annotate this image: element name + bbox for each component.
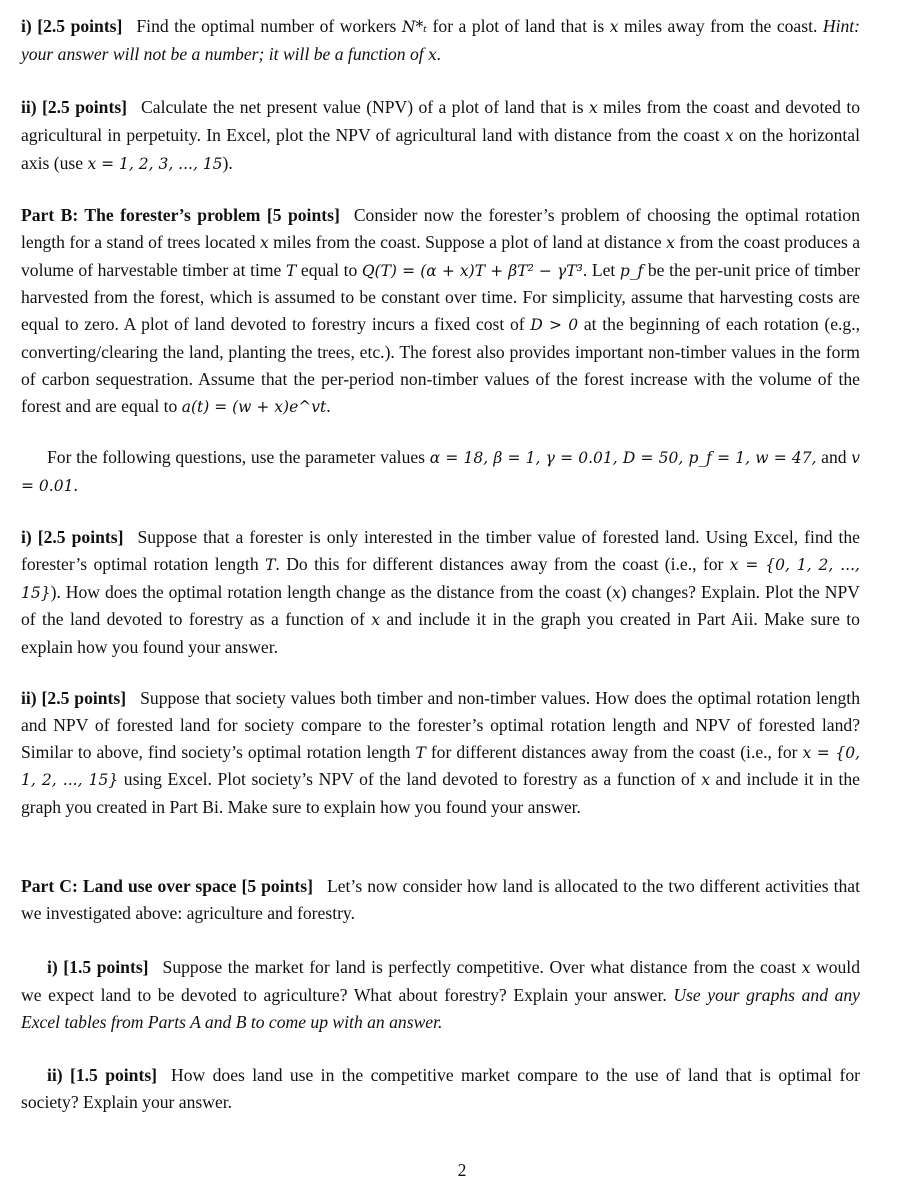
body-text: Suppose that society values both timber and non-timber values. How does the optimal rotation length and NPV of forested land for society compare to the forester’s optimal rotation length and NPV of forested land? Similar to above, find society’s optimal rotation length — [21, 688, 860, 762]
math-expression: x — [609, 18, 619, 36]
body-text: be the per-unit price of timber harvested from the forest, which is assumed to be constant over time. For simplicity, assume that harvesting costs are equal to zero. A plot of land devoted to forestry incurs a fixed cost of — [21, 259, 861, 335]
math-expression: T — [415, 743, 426, 762]
math-expression: x — [701, 771, 710, 790]
body-text: and include it in the graph you created in Part Bi. Make sure to explain how you found your answer. — [21, 769, 860, 818]
section-heading: Part C: Land use over space [5 points] — [21, 876, 313, 896]
math-expression: v = 0.01 — [21, 449, 860, 495]
body-text: equal to — [296, 259, 362, 280]
body-text: . Do this for different distances away from the coast (i.e., for — [275, 553, 730, 574]
math-expression: x — [371, 611, 381, 630]
math-expression: N*ₜ — [401, 18, 428, 36]
math-expression: T — [265, 555, 276, 574]
body-text: at the beginning of each rotation (e.g., converting/clearing the land, planting the trees, etc.). The forest also provides important non-timber values in the form of carbon sequestration. Assume that the per-period non-timber values of the forest increase with the volume of the forest and are equal to — [21, 314, 861, 416]
math-expression: x = 1, 2, 3, ..., 15 — [87, 154, 223, 173]
section-heading: ii) [2.5 points] — [21, 688, 127, 708]
body-text: ) changes? Explain. Plot the NPV of the land devoted to forestry as a function of — [21, 581, 860, 630]
paragraph-part-c — [21, 873, 860, 927]
section-heading: i) [2.5 points] — [21, 16, 123, 36]
body-text: For the following questions, use the parameter values — [47, 447, 430, 467]
section-heading: ii) [1.5 points] — [47, 1065, 158, 1085]
paragraph-part-c-i — [21, 954, 860, 1035]
body-text: and — [816, 447, 852, 467]
body-text: miles away from the coast. — [618, 16, 823, 36]
body-text: ). How does the optimal rotation length change as the distance from the coast ( — [50, 581, 612, 602]
math-expression: α = 18, β = 1, γ = 0.01, D = 50, p_f = 1, w = 47, — [429, 449, 817, 467]
section-heading: Part B: The forester’s problem [5 points] — [21, 205, 340, 225]
section-heading: i) [1.5 points] — [47, 957, 149, 977]
math-expression: x — [724, 126, 734, 145]
math-expression: x — [588, 99, 598, 117]
body-text: would we expect land to be devoted to agriculture? What about forestry? Explain your answer. — [21, 957, 860, 1005]
page-number: 2 — [457, 1160, 467, 1180]
italic-text: . — [436, 43, 442, 64]
math-expression: T — [285, 261, 297, 280]
paragraph-part-b-i — [21, 524, 860, 661]
paragraph-part-a-i — [21, 13, 860, 69]
body-text: . Let — [582, 259, 620, 280]
paragraph-part-b-ii — [21, 685, 860, 821]
body-text: Suppose the market for land is perfectly competitive. Over what distance from the coast — [162, 957, 802, 977]
paragraph-part-b-params — [21, 444, 860, 500]
section-heading: i) [2.5 points] — [21, 527, 124, 547]
math-expression: p_f — [619, 261, 644, 280]
paragraph-part-c-ii — [21, 1062, 860, 1116]
body-text: miles from the coast and devoted to agricultural in perpetuity. In Excel, plot the NPV of agricultural land with distance from the coast — [21, 97, 861, 145]
math-expression: a(t) = (w + x)e^vt — [181, 397, 327, 416]
body-text: Calculate the net present value (NPV) of a plot of land that is — [141, 97, 589, 117]
paragraph-part-b — [21, 202, 860, 420]
paragraph-part-a-ii — [21, 94, 860, 177]
body-text: for a plot of land that is — [427, 16, 610, 36]
italic-text: Hint: your answer will not be a number; it will be a function of — [21, 16, 860, 64]
math-expression: x — [666, 233, 675, 252]
body-text: How does land use in the competitive market compare to the use of land that is optimal for society? Explain your answer. — [21, 1065, 860, 1112]
math-expression: x — [428, 45, 437, 64]
body-text: ). — [222, 152, 233, 173]
body-text: . — [73, 474, 78, 495]
math-expression: Q(T) = (α + x)T + βT² − γT³ — [361, 261, 583, 280]
math-expression: x — [611, 583, 621, 602]
body-text: . — [326, 395, 331, 416]
math-expression: D > 0 — [530, 316, 579, 335]
italic-text: Use your graphs and any Excel tables from Parts A and B to come up with an answer. — [21, 984, 860, 1032]
math-expression: x — [259, 233, 269, 252]
body-text: on the horizontal axis (use — [21, 124, 860, 173]
body-text: Consider now the forester’s problem of choosing the optimal rotation length for a stand of trees located — [21, 205, 861, 252]
math-expression: x = {0, 1, 2, ..., 15} — [21, 555, 860, 602]
body-text: and include it in the graph you created in Part Aii. Make sure to explain how you found your answer. — [21, 609, 860, 658]
body-text: from the coast produces a volume of harvestable timber at time — [21, 231, 861, 280]
body-text: Let’s now consider how land is allocated to the two different activities that we investigated above: agriculture and forestry. — [21, 876, 861, 923]
body-text: Suppose that a forester is only interested in the timber value of forested land. Using Excel, find the forester’s optimal rotation length — [21, 527, 860, 574]
math-expression: x — [801, 959, 811, 977]
body-text: using Excel. Plot society’s NPV of the land devoted to forestry as a function of — [118, 769, 702, 790]
body-text: Find the optimal number of workers — [136, 16, 402, 36]
math-expression: x = {0, 1, 2, ..., 15} — [21, 743, 860, 790]
section-heading: ii) [2.5 points] — [21, 97, 128, 117]
body-text: miles from the coast. Suppose a plot of land at distance — [268, 231, 667, 252]
body-text: for different distances away from the coast (i.e., for — [425, 741, 803, 762]
